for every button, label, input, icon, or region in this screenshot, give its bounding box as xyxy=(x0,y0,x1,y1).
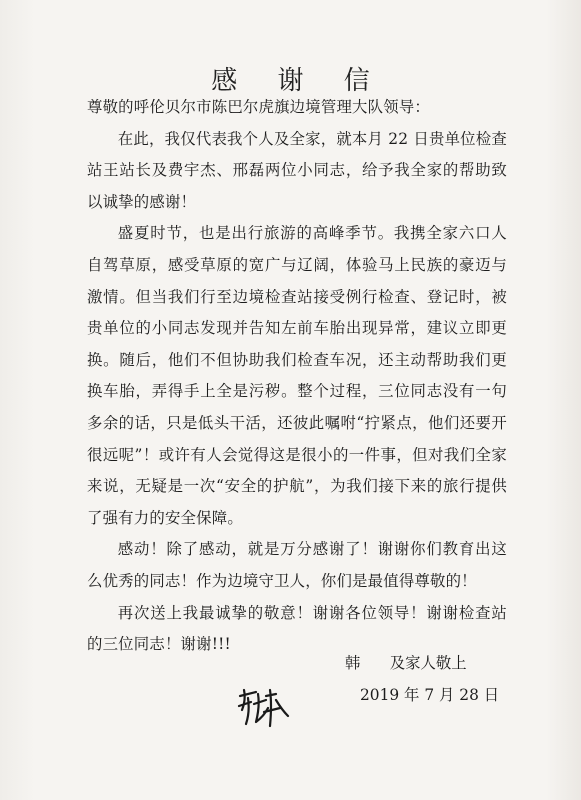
paragraph-regards: 再次送上我最诚挚的敬意！谢谢各位领导！谢谢检查站的三位同志！谢谢!!! xyxy=(87,603,507,654)
letter-body xyxy=(87,92,507,661)
paragraph-story: 盛夏时节，也是出行旅游的高峰季节。我携全家六口人自驾草原，感受草原的宽广与辽阔，体验马上民族的豪迈与激情。但当我们行至边境检查站接受例行检查、登记时，被贵单位的小同志发现并告知左前车胎出现异常，建议立即更换。随后，他们不但协助我们检查车况，还主动帮助我们更换车胎，弄得手上全是污秽。整个过程，三位同志没有一句多余的话，只是低头干活，还彼此嘱咐“拧紧点，他们还要开很远呢”！或许有人会觉得这是很小的一件事，但对我们全家来说，无疑是一次“安全的护航”，为我们接下来的旅行提供了强有力的安全保障。 xyxy=(87,224,507,527)
handwritten-signature xyxy=(236,686,292,730)
paragraph-gratitude: 感动！除了感动，就是万分感谢了！谢谢你们教育出这么优秀的同志！作为边境守卫人，你们是最值得尊敬的！ xyxy=(87,540,507,590)
paragraph-thanks: 在此，我仅代表我个人及全家，就本月 22 日贵单位检查站王站长及费宇杰、邢磊两位小同志，给予我全家的帮助致以诚挚的感谢！ xyxy=(87,129,507,211)
letter-greeting: 尊敬的呼伦贝尔市陈巴尔虎旗边境管理大队领导： xyxy=(87,98,430,116)
closing-signoff: 韩 及家人敬上 xyxy=(345,654,467,672)
closing-date: 2019 年 7 月 28 日 xyxy=(360,686,500,704)
letter-title: 感 谢 信 xyxy=(211,66,386,96)
